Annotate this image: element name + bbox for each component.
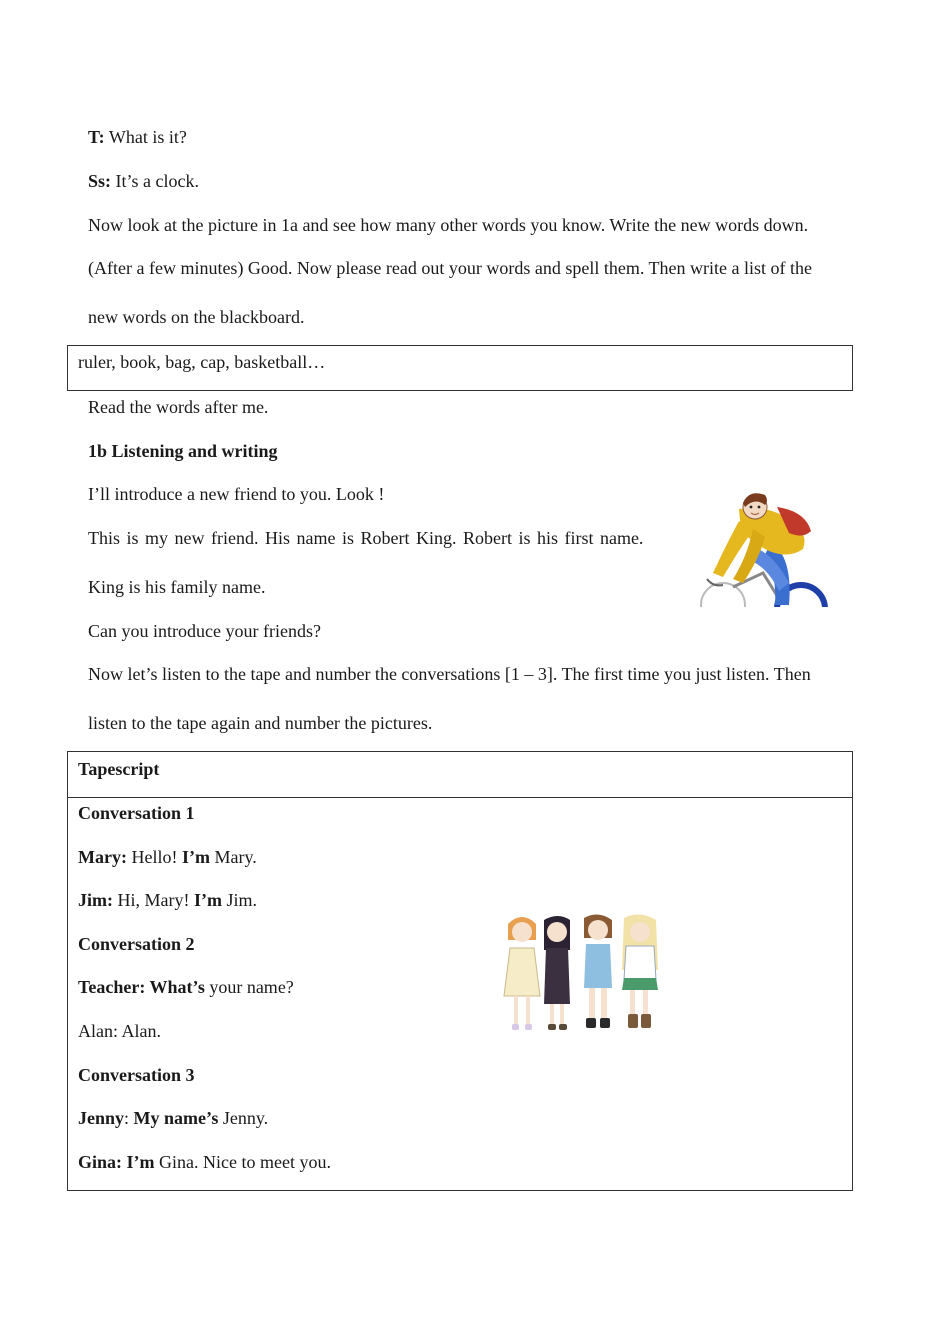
conversation-2-title: Conversation 2	[78, 934, 195, 954]
section-heading-1b: 1b Listening and writing	[88, 441, 278, 461]
instruction-read-after: Read the words after me.	[88, 397, 269, 417]
cyclist-illustration	[693, 487, 828, 607]
conversation-3-line-2: Gina: I’m Gina. Nice to meet you.	[78, 1152, 331, 1172]
tapescript-box	[67, 751, 853, 1191]
tapescript-heading: Tapescript	[78, 759, 160, 779]
instruction-king-family: King is his family name.	[88, 577, 266, 597]
words-box	[67, 345, 853, 391]
conversation-1-line-1: Mary: Hello! I’m Mary.	[78, 847, 257, 867]
instruction-new-words: new words on the blackboard.	[88, 307, 305, 327]
conversation-1-title: Conversation 1	[78, 803, 195, 823]
speaker-label: T:	[88, 127, 105, 147]
conversation-2-line-1: Teacher: What’s your name?	[78, 977, 294, 997]
tapescript-divider	[68, 797, 852, 798]
words-list: ruler, book, bag, cap, basketball…	[78, 352, 326, 372]
instruction-listen-again: listen to the tape again and number the pictures.	[88, 713, 433, 733]
conversation-3-title: Conversation 3	[78, 1065, 195, 1085]
conversation-1-line-2: Jim: Hi, Mary! I’m Jim.	[78, 890, 257, 910]
instruction-look-1a: Now look at the picture in 1a and see how many other words you know. Write the new words down.	[88, 215, 809, 235]
speaker-label: Ss:	[88, 171, 112, 191]
conversation-2-line-2: Alan: Alan.	[78, 1021, 161, 1041]
students-line: Ss: It’s a clock.	[88, 171, 199, 191]
instruction-after-minutes: (After a few minutes) Good. Now please read out your words and spell them. Then write a list of the	[88, 258, 812, 278]
teacher-line: T: What is it?	[88, 127, 187, 147]
instruction-can-you: Can you introduce your friends?	[88, 621, 321, 641]
instruction-this-is: This is my new friend. His name is Robert King. Robert is his first name.	[88, 528, 644, 548]
instruction-listen-tape: Now let’s listen to the tape and number the conversations [1 – 3]. The first time you just listen. Then	[88, 664, 811, 684]
girl-2	[544, 916, 570, 1030]
girl-3	[584, 914, 612, 1028]
conversation-3-line-1: Jenny: My name’s Jenny.	[78, 1108, 269, 1128]
four-girls-illustration	[500, 910, 665, 1038]
girl-1	[504, 917, 540, 1030]
instruction-introduce: I’ll introduce a new friend to you. Look !	[88, 484, 385, 504]
girl-4	[622, 914, 658, 1028]
